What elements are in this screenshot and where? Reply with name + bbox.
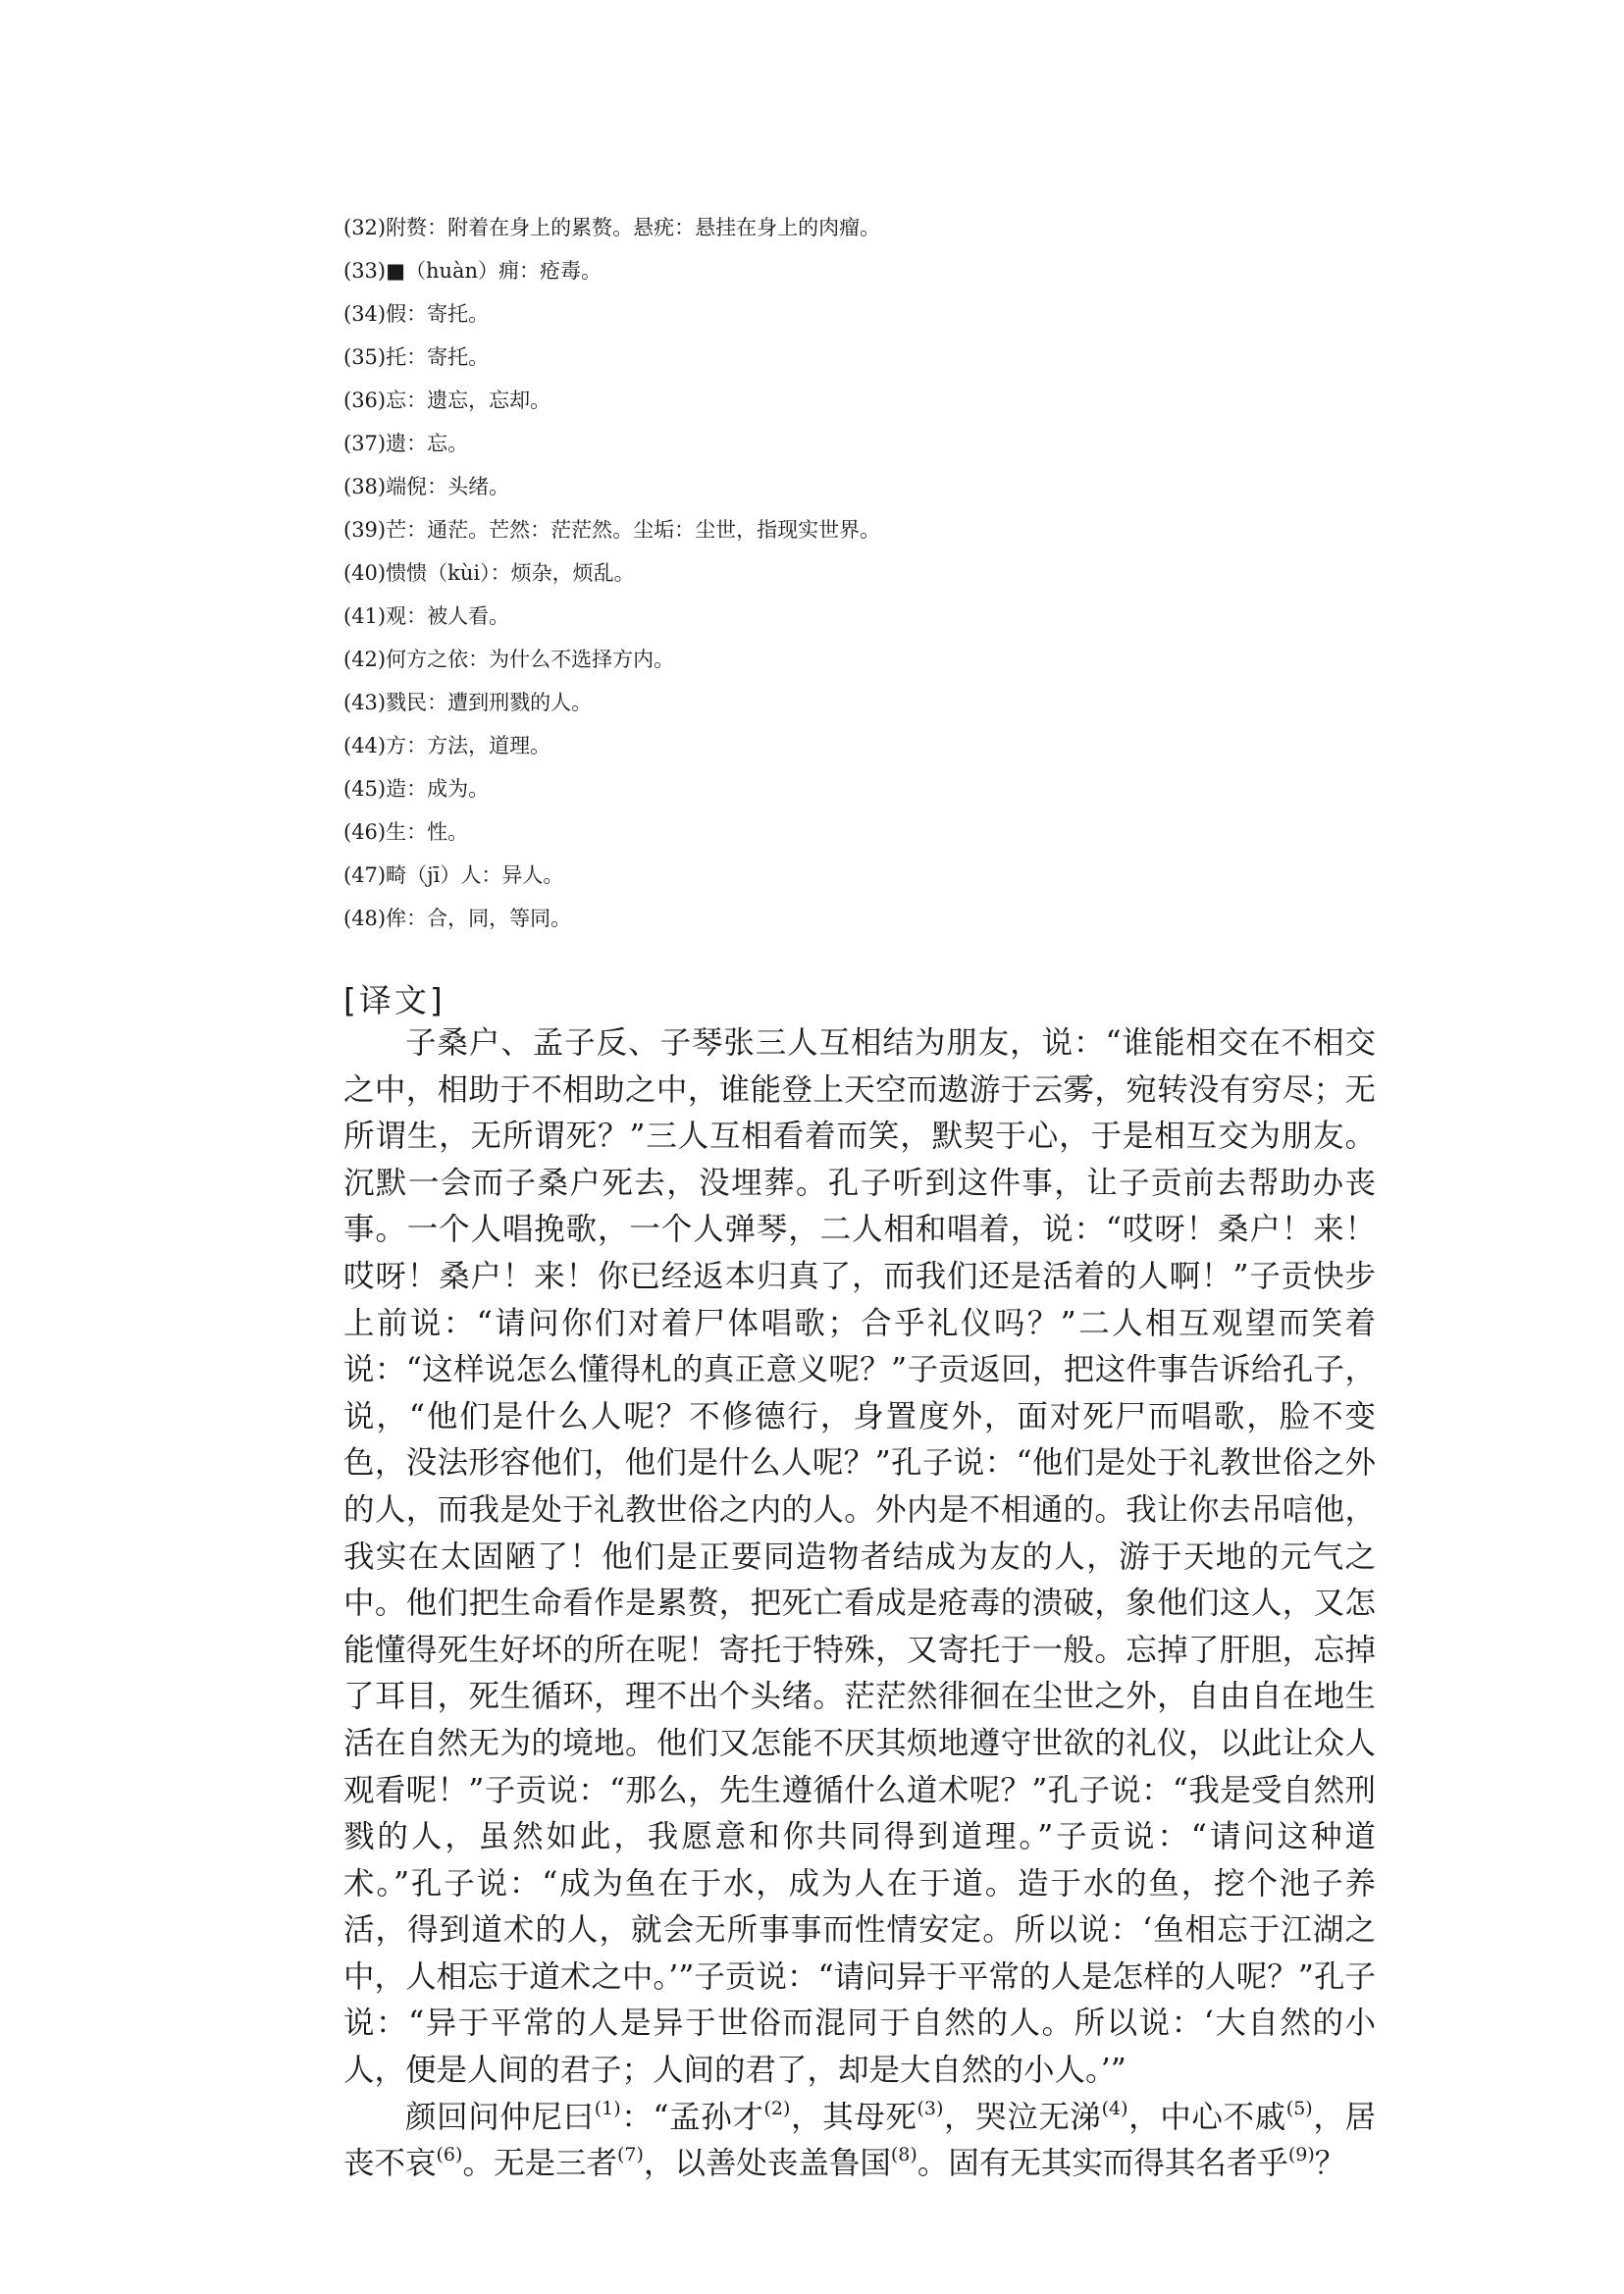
annotation-item: (41)观：被人看。 (343, 604, 510, 628)
section-title-translation: [译文] (343, 981, 445, 1019)
footnote-marker: (7) (616, 2144, 644, 2166)
footnote-marker: (4) (1101, 2097, 1128, 2119)
original-text-paragraph (343, 2095, 1376, 2188)
original-segment: ，其母死 (790, 2099, 917, 2135)
annotation-item: (34)假：寄托。 (343, 302, 490, 326)
translation-paragraph: 子桑户、孟子反、子琴张三人互相结为朋友，说：“谁能相交在不相交之中，相助于不相助之中，谁能登上天空而遨游于云雾，宛转没有穷尽；无所谓生，无所谓死？”三人互相看着而笑，默契于心，于是相互交为朋友。沉默一会而子桑户死去，没埋葬。孔子听到这件事，让子贡前去帮助办丧事。一个人唱挽歌，一个人弹琴，二人相和唱着，说：“哎呀！桑户！来！哎呀！桑户！来！你已经返本归真了，而我们还是活着的人啊！”子贡快步上前说：“请问你们对着尸体唱歌；合乎礼仪吗？”二人相互观望而笑着说：“这样说怎么懂得札的真正意义呢？”子贡返回，把这件事告诉给孔子，说，“他们是什么人呢？不修德行，身置度外，面对死尸而唱歌，脸不变色，没法形容他们，他们是什么人呢？”孔子说：“他们是处于礼教世俗之外的人，而我是处于礼教世俗之内的人。外内是不相通的。我让你去吊唁他，我实在太固陋了！他们是正要同造物者结成为友的人，游于天地的元气之中。他们把生命看作是累赘，把死亡看成是疮毒的溃破，象他们这人，又怎能懂得死生好坏的所在呢！寄托于特殊，又寄托于一般。忘掉了肝胆，忘掉了耳目，死生循环，理不出个头绪。茫茫然徘徊在尘世之外，自由自在地生活在自然无为的境地。他们又怎能不厌其烦地遵守世欲的礼仪，以此让众人观看呢！”子贡说：“那么，先生遵循什么道术呢？”孔子说：“我是受自然刑戮的人，虽然如此，我愿意和你共同得到道理。”子贡说：“请问这种道术。”孔子说：“成为鱼在于水，成为人在于道。造于水的鱼，挖个池子养活，得到道术的人，就会无所事事而性情安定。所以说：‘鱼相忘于江湖之中，人相忘于道术之中。’”子贡说：“请问异于平常的人是怎样的人呢？”孔子说：“异于平常的人是异于世俗而混同于自然的人。所以说：‘大自然的小人，便是人间的君子；人间的君了，却是大自然的小人。’” (343, 1025, 1376, 2089)
annotation-item: (42)何方之依：为什么不选择方内。 (343, 648, 675, 671)
annotation-item: (38)端倪：头绪。 (343, 475, 510, 498)
original-segment: 。固有无其实而得其名者乎 (917, 2146, 1288, 2182)
annotation-item: (33)■（huàn）痈：疮毒。 (343, 259, 602, 283)
annotation-item: (35)托：寄托。 (343, 345, 490, 369)
annotation-item: (39)芒：通茫。芒然：茫茫然。尘垢：尘世，指现实世界。 (343, 518, 881, 542)
annotation-item: (32)附赘：附着在身上的累赘。悬疣：悬挂在身上的肉瘤。 (343, 216, 881, 239)
annotation-item: (46)生：性。 (343, 820, 469, 844)
annotation-item: (37)遗：忘。 (343, 432, 469, 455)
footnote-marker: (2) (763, 2097, 791, 2119)
annotation-item: (40)愦愦（kùi）：烦杂，烦乱。 (343, 561, 635, 585)
footnote-marker: (3) (917, 2097, 944, 2119)
original-segment: ：“孟孙才 (620, 2099, 764, 2135)
annotation-item: (48)侔：合，同，等同。 (343, 907, 572, 930)
original-segment: ，居丧不哀 (343, 2099, 1376, 2182)
footnote-marker: (6) (436, 2144, 463, 2166)
original-segment: ？ (1314, 2146, 1346, 2182)
translation-body (343, 1020, 1376, 2188)
original-segment: 。无是三者 (462, 2146, 617, 2182)
original-segment: ，哭泣无涕 (943, 2099, 1102, 2135)
annotation-item: (43)戮民：遭到刑戮的人。 (343, 691, 593, 714)
annotation-item: (47)畸（jī）人：异人。 (343, 863, 564, 887)
annotation-list (343, 206, 1374, 940)
footnote-marker: (9) (1287, 2144, 1315, 2166)
annotation-item: (44)方：方法，道理。 (343, 734, 551, 757)
footnote-marker: (1) (594, 2097, 621, 2119)
annotation-item: (36)忘：遗忘，忘却。 (343, 389, 551, 412)
original-segment: ，中心不戚 (1127, 2099, 1286, 2135)
footnote-marker: (8) (890, 2144, 917, 2166)
annotation-item: (45)造：成为。 (343, 777, 490, 801)
original-segment: ，以善处丧盖鲁国 (643, 2146, 891, 2182)
footnote-marker: (5) (1285, 2097, 1313, 2119)
original-segment: 颜回问仲尼曰 (405, 2099, 595, 2135)
